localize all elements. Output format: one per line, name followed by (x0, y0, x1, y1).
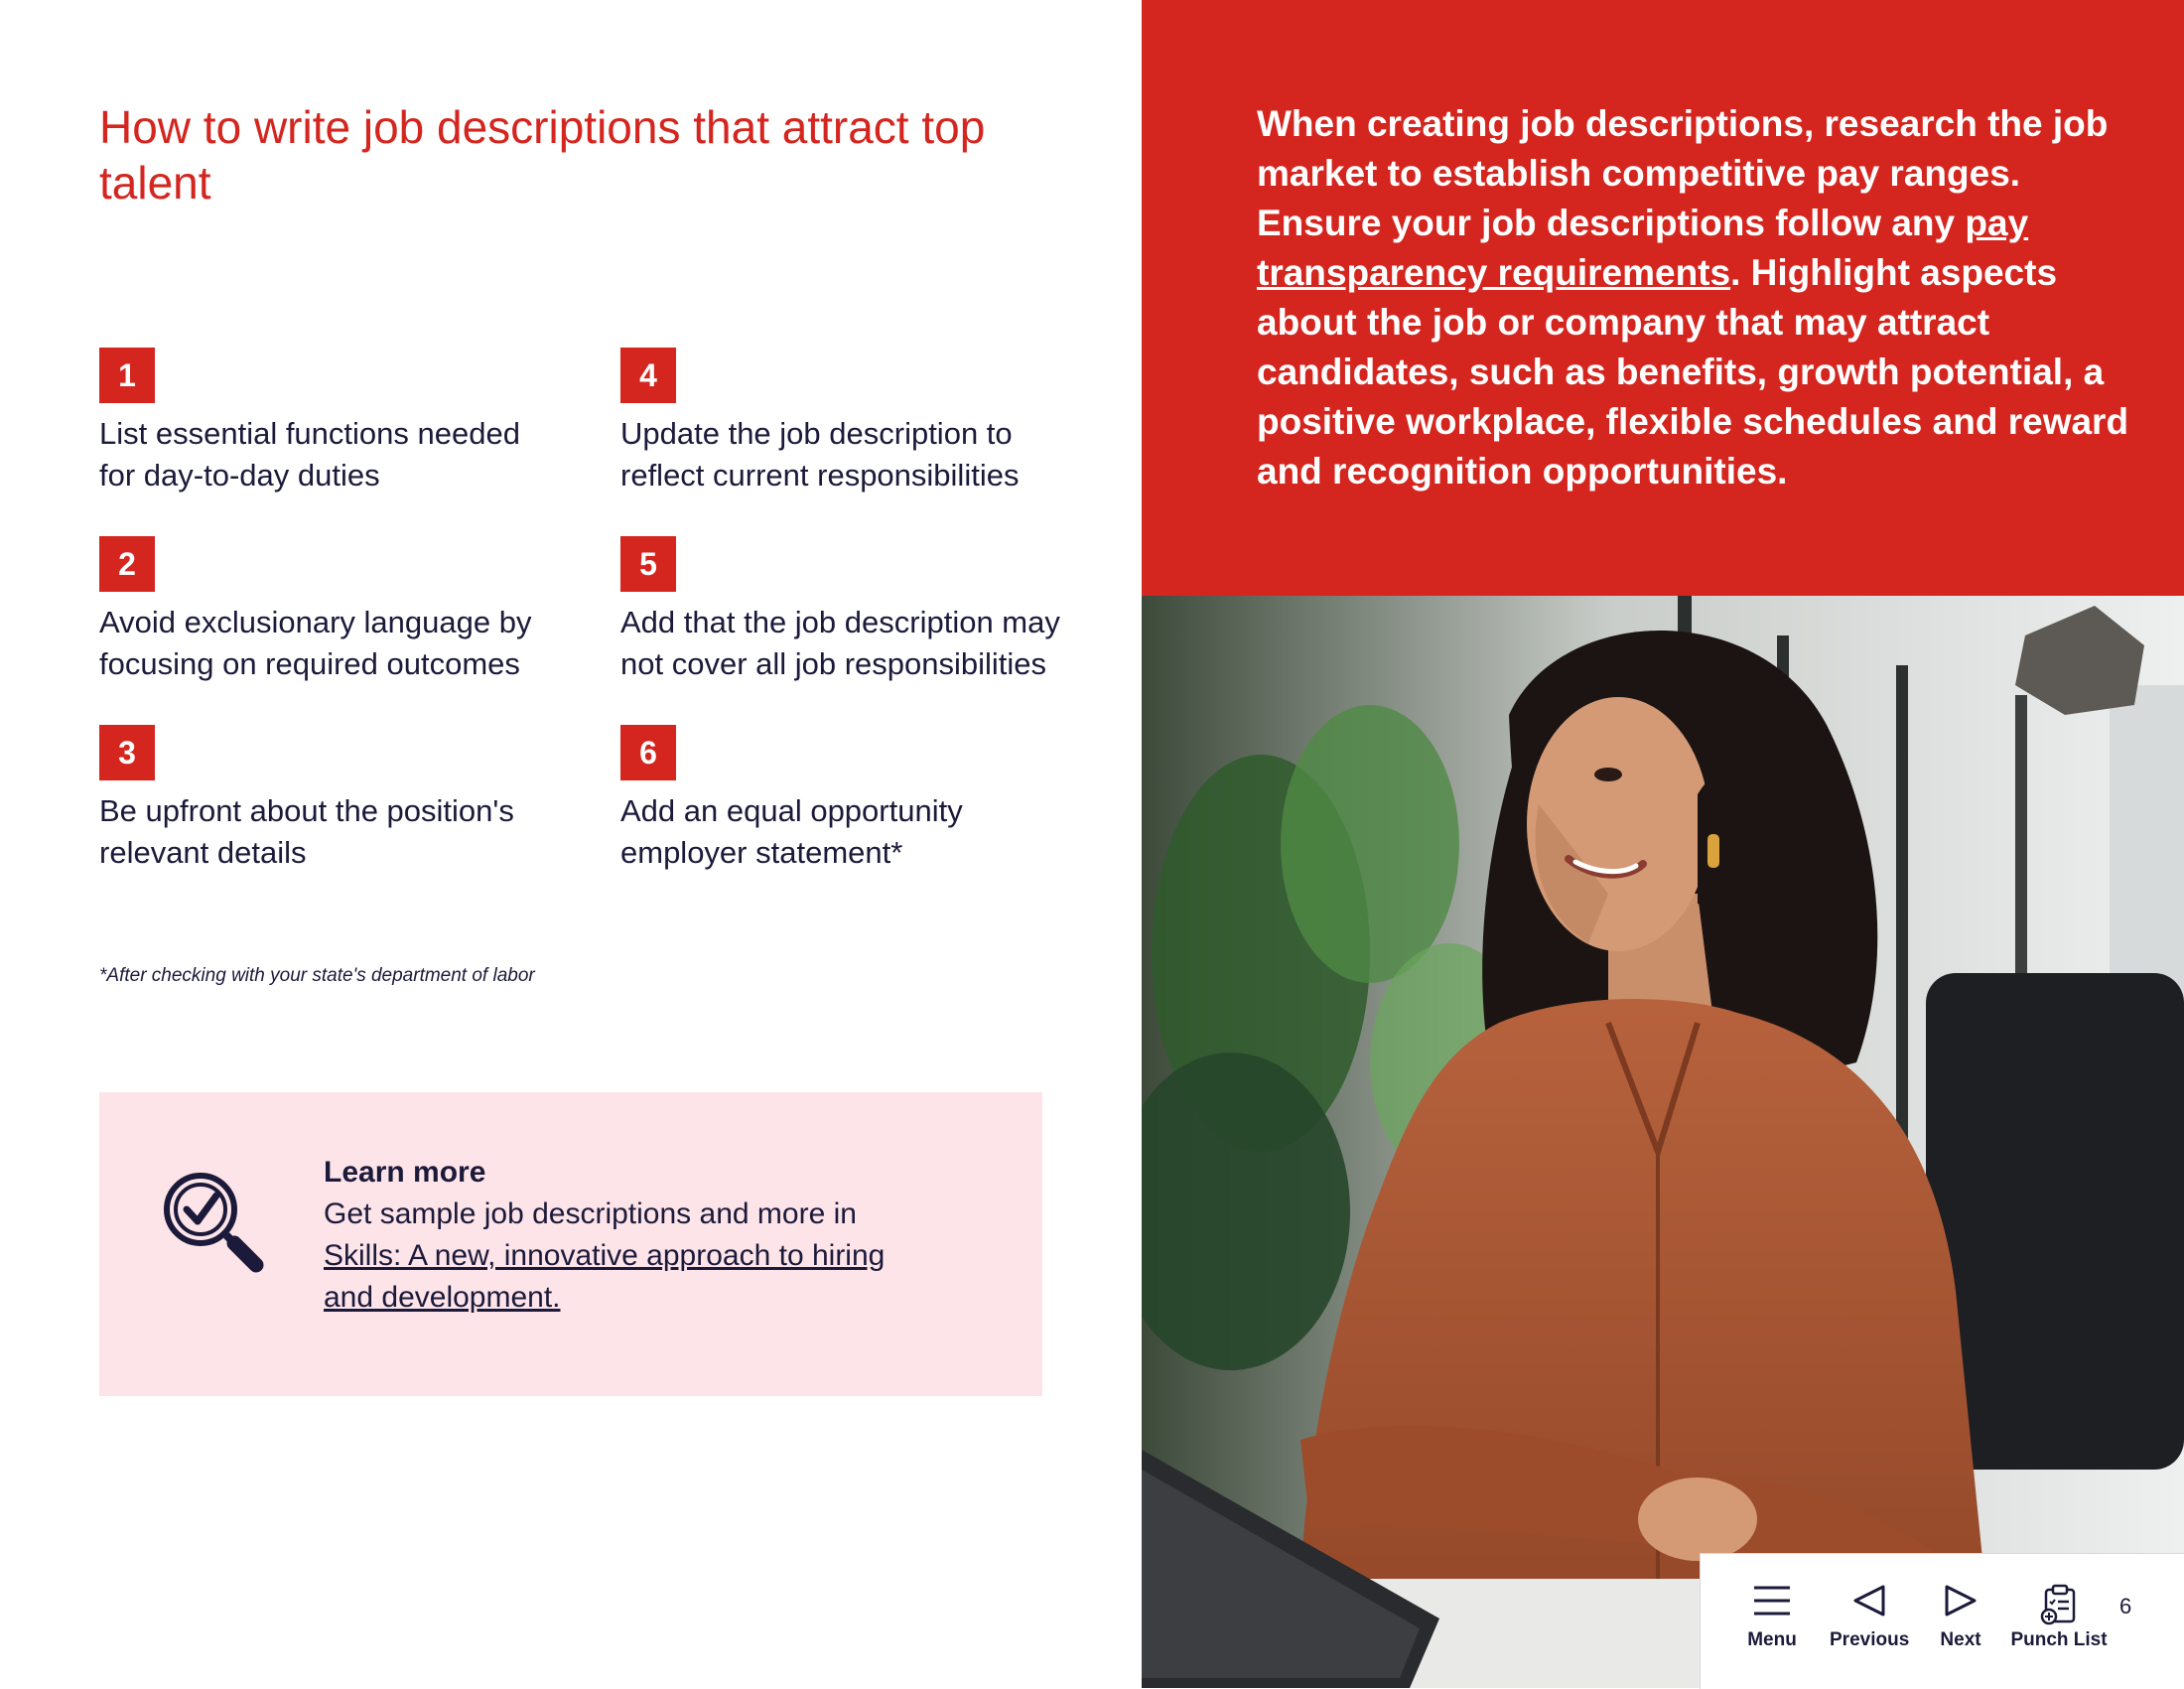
pay-transparency-link[interactable]: pay transparency requirements (1257, 203, 2029, 293)
punch-list-button[interactable] (2004, 1584, 2114, 1651)
triangle-left-icon (1851, 1584, 1887, 1618)
learn-more-heading: Learn more (324, 1156, 486, 1189)
step-item (99, 725, 556, 874)
bottom-nav-bar (1700, 1553, 2184, 1689)
step-number-badge: 2 (99, 536, 155, 592)
step-item (620, 348, 1077, 496)
callout-text (1257, 99, 2130, 496)
step-text: Update the job description to reflect current responsibilities (620, 416, 1020, 493)
menu-label: Menu (1747, 1629, 1797, 1650)
step-text: Add that the job description may not cover all job responsibilities (620, 605, 1060, 681)
punch-list-label: Punch List (2010, 1629, 2108, 1650)
step-text: Add an equal opportunity employer statement* (620, 793, 963, 870)
step-item (99, 536, 556, 685)
step-text: List essential functions needed for day-to-day duties (99, 416, 520, 493)
hamburger-menu-icon (1752, 1584, 1792, 1618)
callout-text-end: . Highlight aspects about the job or company that may attract candidates, such as benefits, growth potential, a positive workplace, flexible schedules and reward and recognition opportunities. (1257, 252, 2129, 492)
step-number-badge: 6 (620, 725, 676, 780)
step-item (99, 348, 556, 496)
step-number-badge: 5 (620, 536, 676, 592)
previous-label: Previous (1830, 1629, 1910, 1650)
right-page (1142, 0, 2184, 1688)
step-text: Avoid exclusionary language by focusing on required outcomes (99, 605, 532, 681)
step-number-badge: 4 (620, 348, 676, 403)
woman-at-desk-photo (1142, 596, 2184, 1688)
learn-more-text: Get sample job descriptions and more in (324, 1197, 857, 1230)
step-item (620, 725, 1077, 874)
page-title: How to write job descriptions that attract top talent (99, 101, 986, 209)
learn-more-box (99, 1092, 1042, 1396)
step-number-badge: 1 (99, 348, 155, 403)
step-text: Be upfront about the position's relevant details (99, 793, 514, 870)
skills-link[interactable]: Skills: A new, innovative approach to hiring and development. (324, 1239, 886, 1314)
page-number: 6 (2119, 1594, 2132, 1619)
magnifier-check-icon (157, 1166, 268, 1277)
photo-illustration (1142, 596, 2184, 1688)
footnote: *After checking with your state's department of labor (99, 965, 535, 986)
callout-text-start: When creating job descriptions, research the job market to establish competitive pay ranges. Ensure your job descriptions follow any (1257, 103, 2109, 243)
step-number-badge: 3 (99, 725, 155, 780)
previous-button[interactable] (1830, 1584, 1909, 1651)
punch-list-icon (2038, 1584, 2080, 1625)
learn-more-body (324, 1152, 919, 1319)
menu-button[interactable] (1742, 1584, 1802, 1651)
next-label: Next (1940, 1629, 1981, 1650)
triangle-right-icon (1943, 1584, 1979, 1618)
next-button[interactable] (1931, 1584, 1990, 1651)
step-item (620, 536, 1077, 685)
red-callout-panel (1142, 0, 2184, 596)
steps-grid (99, 348, 1072, 884)
